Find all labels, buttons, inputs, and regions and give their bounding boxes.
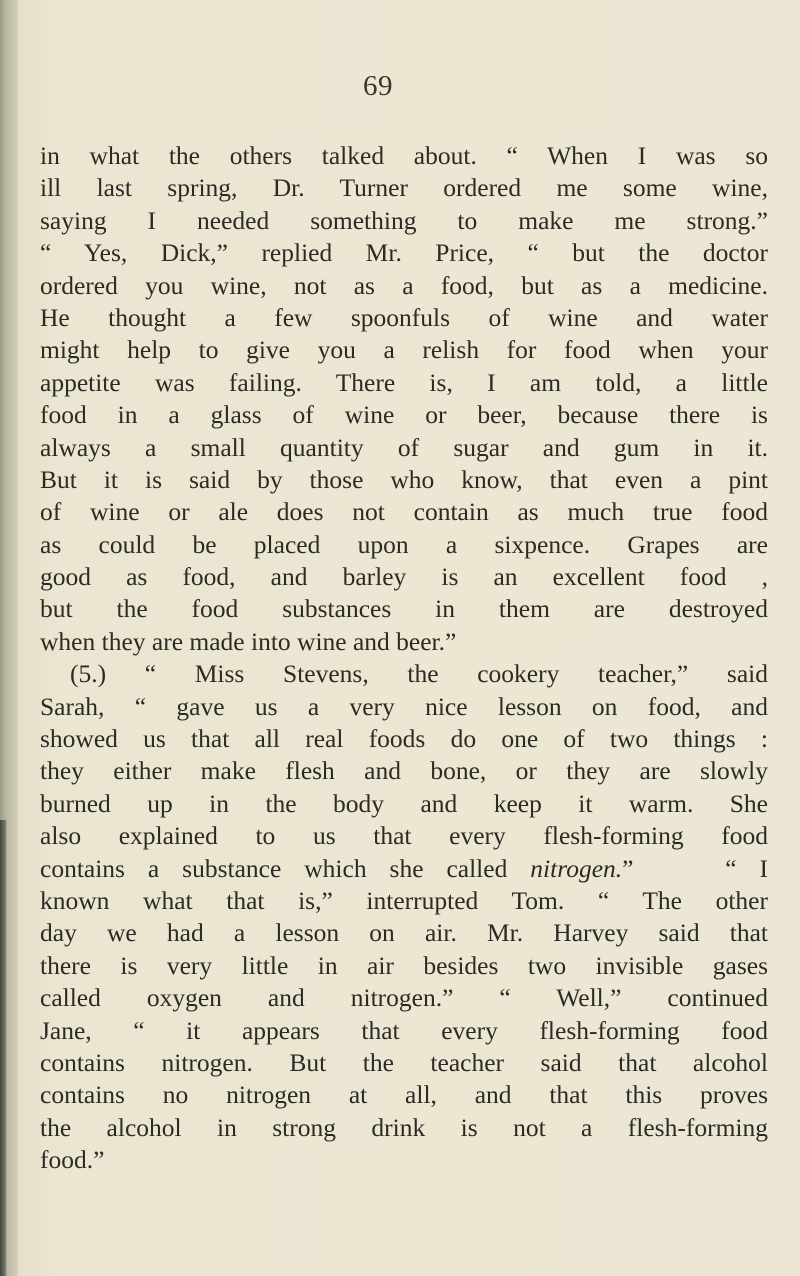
- text-line: there is very little in air besides two invisible gases: [40, 950, 768, 980]
- text-segment: ”: [622, 853, 634, 883]
- text-line: always a small quantity of sugar and gum in it.: [40, 432, 768, 462]
- italic-term: nitrogen.: [530, 853, 623, 883]
- text-line: good as food, and barley is an excellent food ,: [40, 562, 768, 592]
- text-line: in what the others talked about. “ When I was so: [40, 141, 768, 170]
- text-line: showed us that all real foods do one of two things :: [40, 724, 768, 754]
- text-line: ordered you wine, not as a food, but as a medicine.: [40, 270, 768, 300]
- text-line: the alcohol in strong drink is not a flesh-forming: [40, 1112, 768, 1142]
- text-line: “ Yes, Dick,” replied Mr. Price, “ but the doctor: [40, 238, 768, 268]
- text-line: appetite was failing. There is, I am told, a little: [40, 367, 768, 397]
- text-line: But it is said by those who know, that even a pint: [40, 464, 768, 494]
- page-number: 69: [363, 70, 393, 102]
- paragraph-start-line: (5.) “ Miss Stevens, the cookery teacher,” said: [70, 659, 768, 689]
- text-segment: “ I: [725, 853, 769, 883]
- binding-edge: [0, 820, 7, 1276]
- text-line: food in a glass of wine or beer, because there is: [40, 400, 768, 430]
- text-line-with-italic: [40, 853, 768, 885]
- text-line: He thought a few spoonfuls of wine and water: [40, 302, 768, 332]
- text-line: contains nitrogen. But the teacher said that alcohol: [40, 1047, 768, 1077]
- text-line: when they are made into wine and beer.”: [40, 626, 457, 656]
- text-line: known what that is,” interrupted Tom. “ The other: [40, 885, 768, 915]
- text-line: Jane, “ it appears that every flesh-forming food: [40, 1015, 768, 1045]
- text-line: as could be placed upon a sixpence. Grapes are: [40, 529, 768, 559]
- text-segment: contains a substance which she called: [40, 853, 531, 883]
- text-line: Sarah, “ gave us a very nice lesson on food, and: [40, 691, 768, 721]
- text-line: burned up in the body and keep it warm. She: [40, 788, 768, 818]
- text-line: of wine or ale does not contain as much true food: [40, 497, 768, 527]
- text-line: food.”: [40, 1145, 105, 1175]
- text-line: but the food substances in them are destroyed: [40, 594, 768, 624]
- text-line: also explained to us that every flesh-forming food: [40, 821, 768, 851]
- text-line: called oxygen and nitrogen.” “ Well,” continued: [40, 983, 768, 1013]
- text-line: might help to give you a relish for food when your: [40, 335, 768, 365]
- text-line: saying I needed something to make me strong.”: [40, 205, 768, 235]
- body-text: [40, 140, 768, 1177]
- text-line: ill last spring, Dr. Turner ordered me some wine,: [40, 173, 768, 203]
- text-line: they either make flesh and bone, or they are slowly: [40, 756, 768, 786]
- text-line: contains no nitrogen at all, and that this proves: [40, 1080, 768, 1110]
- text-line: day we had a lesson on air. Mr. Harvey said that: [40, 918, 768, 948]
